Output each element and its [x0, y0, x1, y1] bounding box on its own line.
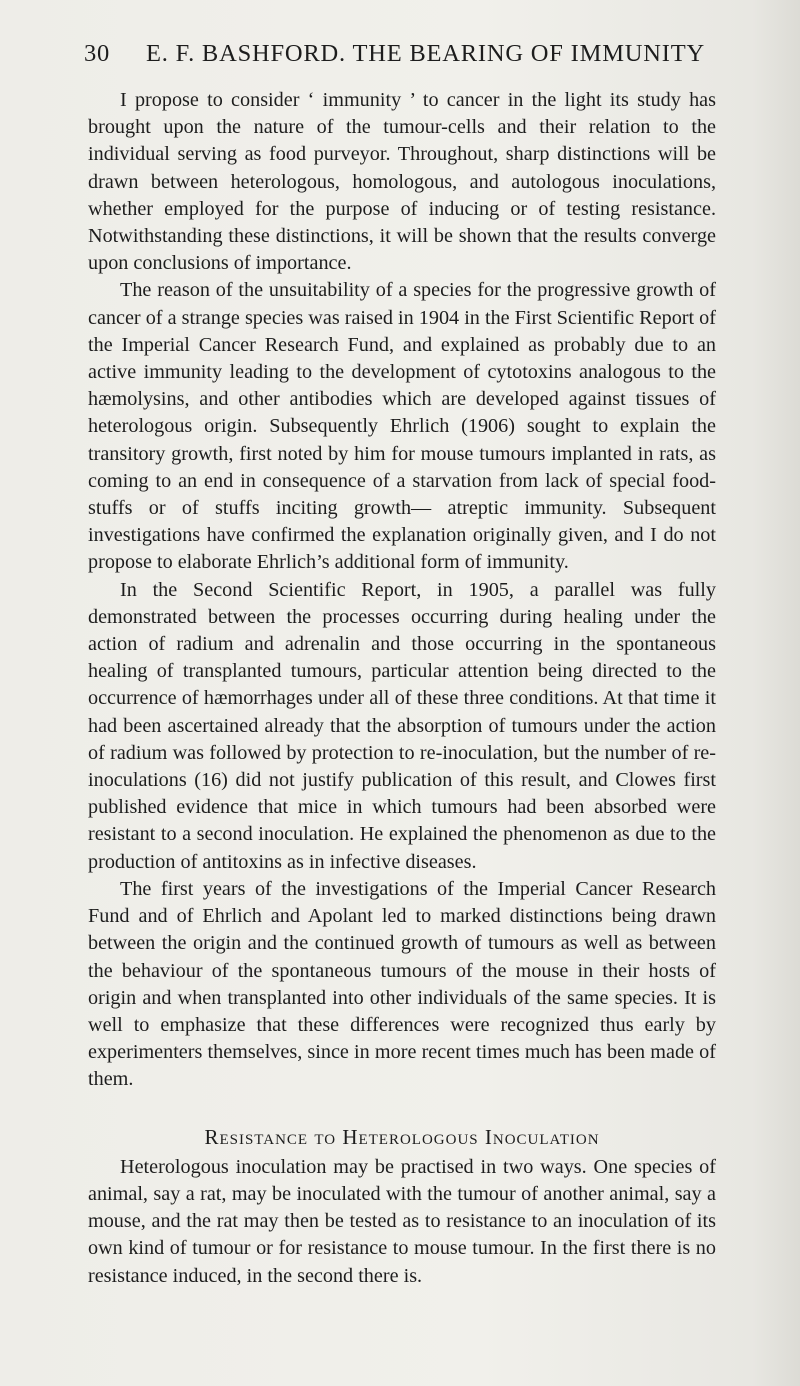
body-text	[88, 87, 716, 1290]
paragraph-first-years: The first years of the investigations of the Imperial Cancer Research Fund and of Ehrlich and Apolant led to marked distinctions being drawn between the origin and the continued growth of tumours as well as between the behaviour of the spontaneous tumours of the mouse in their hosts of origin and when transplanted into other individuals of the same species. It is well to emphasize that these differences were recognized thus early by experimenters themselves, since in more recent times much has been made of them.	[88, 877, 716, 1091]
paragraph-immunity-intro: I propose to consider ‘ immunity ’ to cancer in the light its study has brought upon the nature of the tumour-cells and their relation to the individual serving as food purveyor. Throughout, sharp distinctions will be drawn between heterologous, homologous, and autologous inoculations, whether employed for the purpose of inducing or of testing resistance. Notwithstanding these distinctions, it will be shown that the results converge upon conclusions of importance.	[88, 89, 716, 275]
paragraph-second-report: In the Second Scientific Report, in 1905, a parallel was fully demonstrated between the processes occurring during healing under the action of radium and adrenalin and those occurring in the spontaneous healing of transplanted tumours, particular attention being directed to the occurrence of hæmorrhages under all of these three conditions. At that time it had been ascertained already that the absorption of tumours under the action of radium was followed by protection to re-inoculation, but the number of re-inoculations (16) did not justify publication of this result, and Clowes first published evidence that mice in which tumours had been absorbed were resistant to a second inoculation. He explained the phenomenon as due to the production of antitoxins as in infective diseases.	[88, 578, 716, 873]
running-head-title: E. F. BASHFORD. THE BEARING OF IMMUNITY	[146, 40, 705, 67]
section-heading: Resistance to Heterologous Inoculation	[204, 1124, 600, 1149]
paragraph-species-unsuitability: The reason of the unsuitability of a species for the progressive growth of cancer of a strange species was raised in 1904 in the First Scientific Report of the Imperial Cancer Research Fund, and explained as probably due to an active immunity leading to the development of cytotoxins analogous to the hæmolysins, and other antibodies which are developed against tissues of heterologous origin. Subsequently Ehrlich (1906) sought to explain the transitory growth, first noted by him for mouse tumours implanted in rats, as coming to an end in consequence of a starvation from lack of special food-stuffs or of stuffs inciting growth— atreptic immunity. Subsequent investigations have confirmed the explanation originally given, and I do not propose to elaborate Ehrlich’s additional form of immunity.	[88, 279, 716, 574]
page-number: 30	[84, 40, 111, 67]
paragraph-heterologous-inoculation: Heterologous inoculation may be practised in two ways. One species of animal, say a rat, may be inoculated with the tumour of another animal, say a mouse, and the rat may then be tested as to resistance to an inoculation of its own kind of tumour or for resistance to mouse tumour. In the first there is no resistance induced, in the second there is.	[88, 1155, 716, 1287]
running-head	[84, 40, 724, 68]
